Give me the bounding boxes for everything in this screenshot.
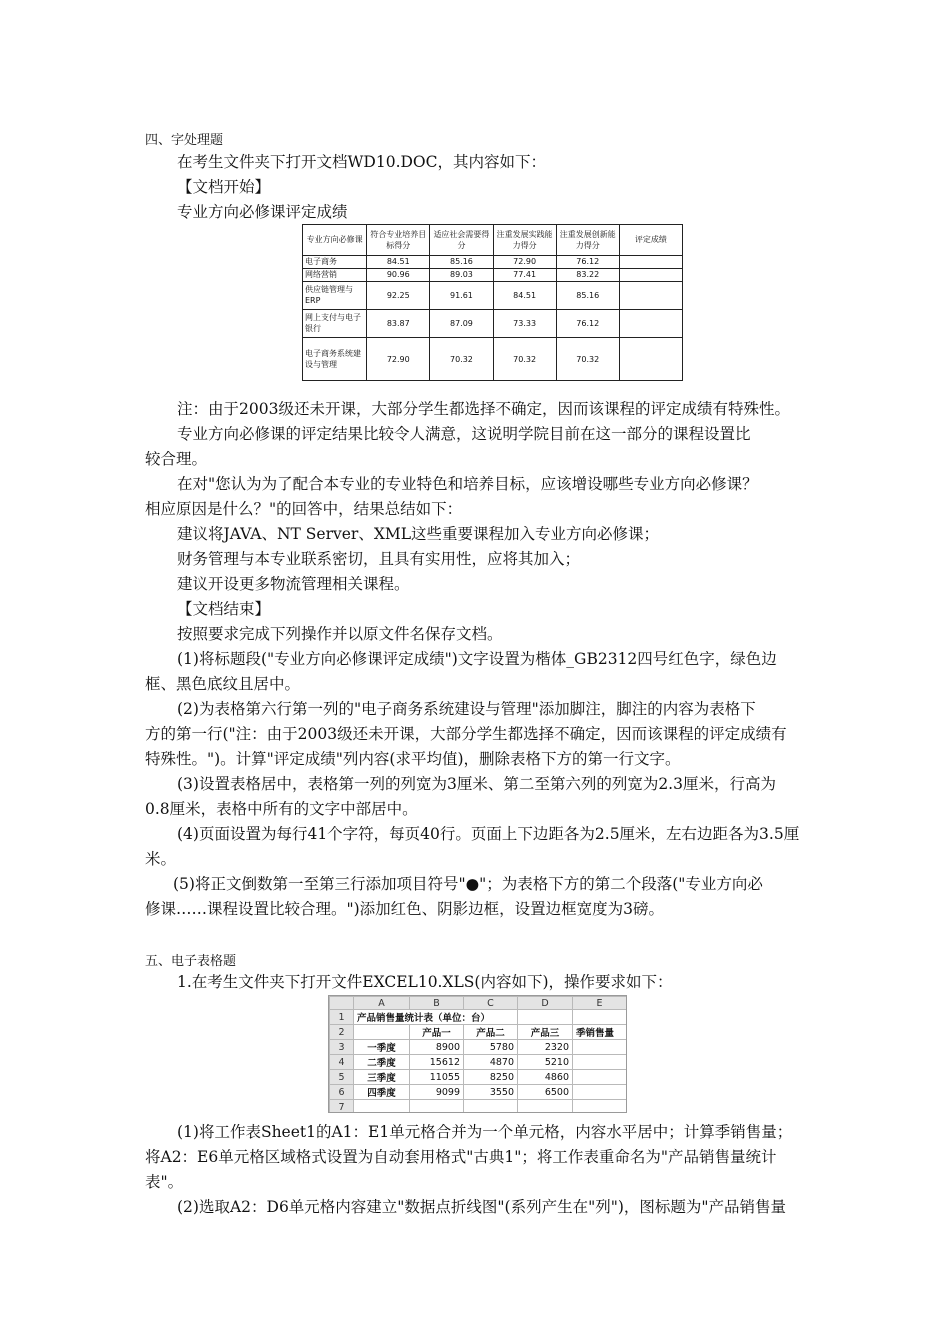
- sheet-cell: 4860: [518, 1070, 573, 1085]
- sheet-row: [330, 1040, 627, 1055]
- sheet-cell: 5780: [464, 1040, 518, 1055]
- body-line: 按照要求完成下列操作并以原文件名保存文档。: [177, 625, 503, 643]
- sheet-cell: [573, 1085, 627, 1100]
- intro-line: 1.在考生文件夹下打开文件EXCEL10.XLS(内容如下)，操作要求如下：: [177, 973, 673, 991]
- doc-title: 专业方向必修课评定成绩: [177, 203, 348, 221]
- table-cell: [619, 338, 682, 381]
- table-header-cell: 注重发展创新能力得分: [556, 225, 619, 256]
- task-line: 表"。: [145, 1173, 184, 1191]
- sheet-cell: 二季度: [354, 1055, 410, 1070]
- sheet-cell: [518, 1100, 573, 1114]
- sheet-cell: [573, 1010, 627, 1025]
- sheet-cell: 三季度: [354, 1070, 410, 1085]
- task-line: 米。: [145, 850, 177, 868]
- note-line: 注：由于2003级还未开课，大部分学生都选择不确定，因而该课程的评定成绩有特殊性。: [177, 400, 790, 418]
- table-cell: 90.96: [367, 268, 430, 281]
- table-row: [303, 268, 683, 281]
- table-header-cell: 注重发展实践能力得分: [493, 225, 556, 256]
- sheet-cell: 产品二: [464, 1025, 518, 1040]
- body-line: 较合理。: [145, 450, 208, 468]
- table-cell: 83.22: [556, 268, 619, 281]
- sheet-cell: 3550: [464, 1085, 518, 1100]
- row-number: 2: [330, 1025, 354, 1040]
- task-line: 框、黑色底纹且居中。: [145, 675, 301, 693]
- task-line: (2)选取A2：D6单元格内容建立"数据点折线图"(系列产生在"列")，图标题为"产品销售量: [177, 1198, 787, 1216]
- section5-body: [145, 1120, 810, 1220]
- table-cell: 73.33: [493, 309, 556, 338]
- table-row: [303, 338, 683, 381]
- table-cell: 85.16: [556, 282, 619, 310]
- table-cell: 83.87: [367, 309, 430, 338]
- table-header-cell: 评定成绩: [619, 225, 682, 256]
- sheet-cell: [518, 1010, 573, 1025]
- sheet-cell: 四季度: [354, 1085, 410, 1100]
- table-row: [303, 255, 683, 268]
- table-cell: 72.90: [367, 338, 430, 381]
- sheet-cell: [573, 1100, 627, 1114]
- table-header-cell: 专业方向必修课: [303, 225, 367, 256]
- sheet-cell: 产品一: [410, 1025, 464, 1040]
- task-line: 修课……课程设置比较合理。")添加红色、阴影边框，设置边框宽度为3磅。: [145, 900, 665, 918]
- sheet-cell: 8250: [464, 1070, 518, 1085]
- task-line: (2)为表格第六行第一列的"电子商务系统建设与管理"添加脚注，脚注的内容为表格下: [177, 700, 756, 718]
- table-cell: 网上支付与电子银行: [303, 309, 367, 338]
- table-cell: 89.03: [430, 268, 493, 281]
- sheet-cell: 8900: [410, 1040, 464, 1055]
- sheet-row: [330, 1100, 627, 1114]
- task-line: 将A2：E6单元格区域格式设置为自动套用格式"古典1"；将工作表重命名为"产品销售量统计: [145, 1148, 777, 1166]
- sheet-row: [330, 1025, 627, 1040]
- column-header: A: [354, 997, 410, 1010]
- sheet-cell: 4870: [464, 1055, 518, 1070]
- sheet-cell: 2320: [518, 1040, 573, 1055]
- sheet-cell-title: 产品销售量统计表（单位：台）: [354, 1010, 518, 1025]
- spreadsheet-grid: [329, 996, 627, 1113]
- task-line: (1)将工作表Sheet1的A1：E1单元格合并为一个单元格，内容水平居中；计算季销售量；: [177, 1123, 793, 1141]
- row-number: 5: [330, 1070, 354, 1085]
- sheet-cell: 产品三: [518, 1025, 573, 1040]
- corner-cell: [330, 997, 354, 1010]
- column-header: B: [410, 997, 464, 1010]
- table-cell: 70.32: [493, 338, 556, 381]
- table-cell: 电子商务: [303, 255, 367, 268]
- table-cell: 电子商务系统建设与管理: [303, 338, 367, 381]
- task-line: 方的第一行("注：由于2003级还未开课，大部分学生都选择不确定，因而该课程的评定成绩有: [145, 725, 787, 743]
- table-cell: 网络营销: [303, 268, 367, 281]
- sheet-row: [330, 1010, 627, 1025]
- table-cell: 76.12: [556, 309, 619, 338]
- section-heading-5: 五、电子表格题: [145, 954, 237, 969]
- task-line: (1)将标题段("专业方向必修课评定成绩")文字设置为楷体_GB2312四号红色字，绿色边: [177, 650, 777, 668]
- task-line: 特殊性。")。计算"评定成绩"列内容(求平均值)，删除表格下方的第一行文字。: [145, 750, 681, 768]
- task-line: (5)将正文倒数第一至第三行添加项目符号"●"；为表格下方的第二个段落("专业方向必: [173, 875, 763, 893]
- body-line: 建议开设更多物流管理相关课程。: [177, 575, 410, 593]
- sheet-cell: 6500: [518, 1085, 573, 1100]
- table-cell: 92.25: [367, 282, 430, 310]
- score-table: [302, 224, 683, 381]
- intro-line: 在考生文件夹下打开文档WD10.DOC，其内容如下：: [177, 153, 547, 171]
- sheet-cell: 9099: [410, 1085, 464, 1100]
- column-header: E: [573, 997, 627, 1010]
- column-header-row: [330, 997, 627, 1010]
- table-cell: 91.61: [430, 282, 493, 310]
- sheet-cell: [573, 1055, 627, 1070]
- table-header-cell: 适应社会需要得分: [430, 225, 493, 256]
- table-cell: 70.32: [556, 338, 619, 381]
- table-cell: [619, 309, 682, 338]
- section4-intro-block: [145, 150, 810, 225]
- table-cell: 77.41: [493, 268, 556, 281]
- table-cell: 供应链管理与ERP: [303, 282, 367, 310]
- section5-intro: [145, 970, 810, 995]
- table-cell: 70.32: [430, 338, 493, 381]
- table-row: [303, 282, 683, 310]
- sheet-cell: 11055: [410, 1070, 464, 1085]
- sheet-cell: [354, 1025, 410, 1040]
- table-cell: [619, 268, 682, 281]
- body-line: 建议将JAVA、NT Server、XML这些重要课程加入专业方向必修课；: [177, 525, 660, 543]
- sheet-cell: [354, 1100, 410, 1114]
- doc-start-marker: 【文档开始】: [177, 178, 271, 196]
- table-cell: [619, 255, 682, 268]
- table-header-cell: 符合专业培养目标得分: [367, 225, 430, 256]
- table-cell: 76.12: [556, 255, 619, 268]
- row-number: 1: [330, 1010, 354, 1025]
- table-cell: 87.09: [430, 309, 493, 338]
- sheet-row: [330, 1085, 627, 1100]
- sheet-cell: 一季度: [354, 1040, 410, 1055]
- doc-end-marker: 【文档结束】: [177, 600, 271, 618]
- table-row: [303, 309, 683, 338]
- sheet-cell: [410, 1100, 464, 1114]
- body-line: 专业方向必修课的评定结果比较令人满意，这说明学院目前在这一部分的课程设置比: [177, 425, 751, 443]
- table-cell: 85.16: [430, 255, 493, 268]
- task-line: (3)设置表格居中，表格第一列的列宽为3厘米、第二至第六列的列宽为2.3厘米，行高为: [177, 775, 776, 793]
- column-header: C: [464, 997, 518, 1010]
- sheet-cell: [464, 1100, 518, 1114]
- sheet-cell: 15612: [410, 1055, 464, 1070]
- body-line: 在对"您认为为了配合本专业的专业特色和培养目标，应该增设哪些专业方向必修课？: [177, 475, 758, 493]
- table-header-row: [303, 225, 683, 256]
- table-cell: 84.51: [493, 282, 556, 310]
- row-number: 7: [330, 1100, 354, 1114]
- sheet-cell: [573, 1040, 627, 1055]
- sheet-cell: [573, 1070, 627, 1085]
- table-cell: 84.51: [367, 255, 430, 268]
- table-cell: 72.90: [493, 255, 556, 268]
- sheet-cell: 5210: [518, 1055, 573, 1070]
- row-number: 3: [330, 1040, 354, 1055]
- body-line: 相应原因是什么？"的回答中，结果总结如下：: [145, 500, 463, 518]
- sheet-row: [330, 1070, 627, 1085]
- sheet-row: [330, 1055, 627, 1070]
- section-heading-4: 四、字处理题: [145, 133, 224, 148]
- section4-body: [145, 397, 810, 922]
- column-header: D: [518, 997, 573, 1010]
- row-number: 6: [330, 1085, 354, 1100]
- table-cell: [619, 282, 682, 310]
- task-line: (4)页面设置为每行41个字符，每页40行。页面上下边距各为2.5厘米，左右边距各为3.5厘: [177, 825, 800, 843]
- sheet-cell: 季销售量: [573, 1025, 627, 1040]
- task-line: 0.8厘米，表格中所有的文字中部居中。: [145, 800, 418, 818]
- row-number: 4: [330, 1055, 354, 1070]
- spreadsheet-snippet: [328, 995, 627, 1113]
- body-line: 财务管理与本专业联系密切，且具有实用性，应将其加入；: [177, 550, 581, 568]
